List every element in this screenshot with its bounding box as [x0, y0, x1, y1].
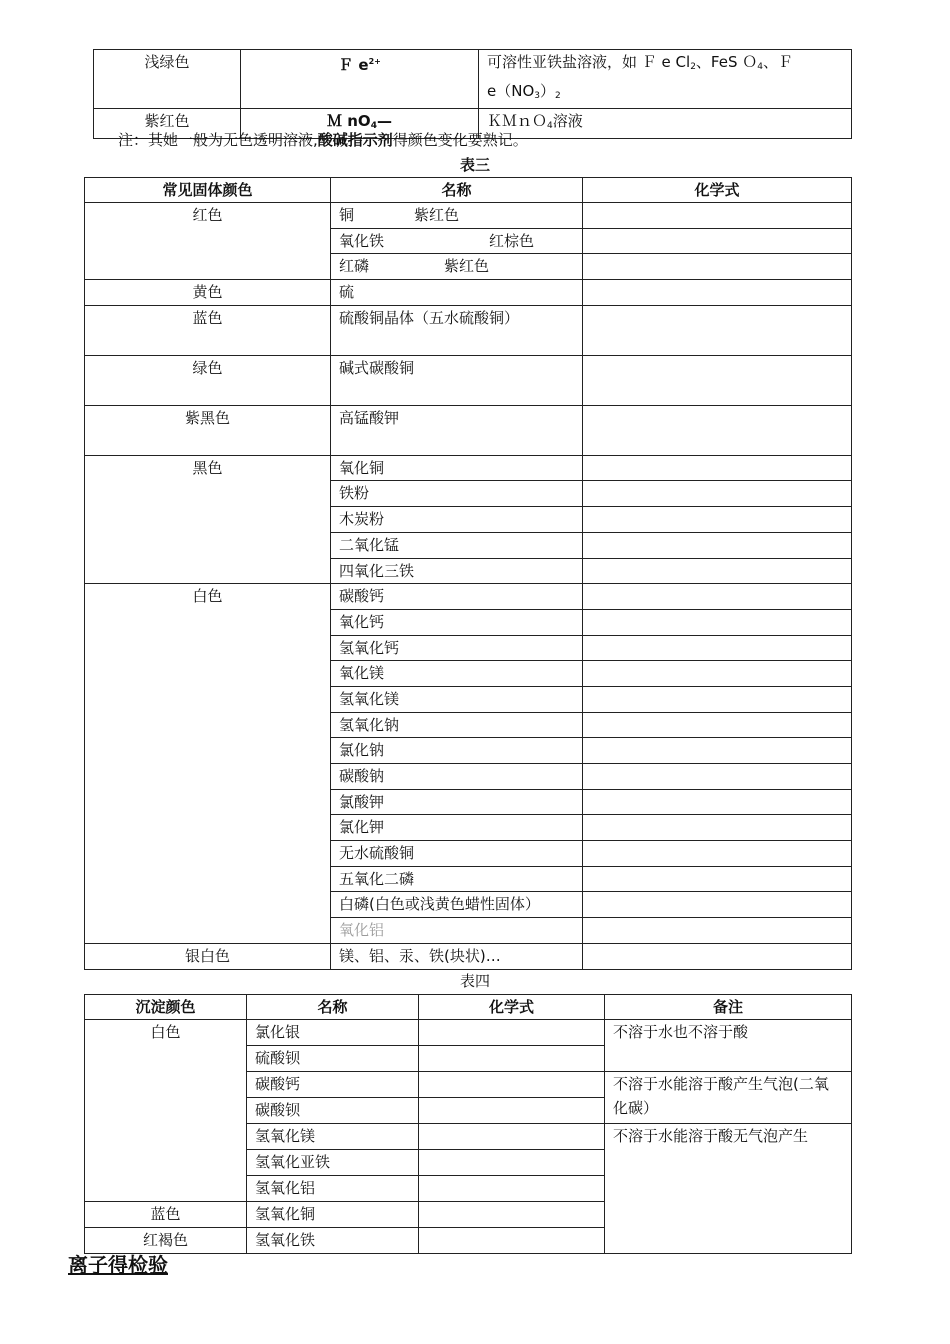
formula-cell: [583, 405, 852, 455]
table3-caption: 表三: [459, 156, 490, 174]
formula-cell: [583, 455, 852, 481]
name-cell: 硫酸钡: [247, 1046, 419, 1072]
solid-color-cell: 蓝色: [85, 305, 331, 355]
formula-cell: [583, 815, 852, 841]
name-cell: 碳酸钠: [331, 764, 583, 790]
name-cell: 氢氧化钙: [331, 635, 583, 661]
solid-color-cell: 白色: [85, 584, 331, 944]
name-cell: 氧化铁 红棕色: [331, 228, 583, 254]
formula-cell: [583, 305, 852, 355]
name-cell: 氯化钠: [331, 738, 583, 764]
formula-cell: [419, 1202, 605, 1228]
precipitate-color-cell: 蓝色: [85, 1202, 247, 1228]
formula-cell: [583, 203, 852, 229]
formula-cell: [583, 686, 852, 712]
name-cell: 碱式碳酸铜: [331, 355, 583, 405]
ion-color-table: [93, 49, 852, 139]
table-row: [85, 584, 852, 610]
solid-color-cell: 黄色: [85, 280, 331, 306]
name-cell: 二氧化锰: [331, 532, 583, 558]
formula-cell: [419, 1176, 605, 1202]
formula-cell: [583, 738, 852, 764]
formula-cell: [583, 558, 852, 584]
header-name: 名称: [331, 178, 583, 203]
table-row: [94, 50, 852, 109]
color-cell: 紫红色: [94, 109, 241, 139]
formula-cell: [583, 609, 852, 635]
precipitate-color-cell: 白色: [85, 1020, 247, 1202]
precipitate-color-cell: 红褐色: [85, 1228, 247, 1254]
section-heading: 离子得检验: [68, 1253, 168, 1277]
precipitate-table: [84, 994, 852, 1254]
solid-color-cell: 绿色: [85, 355, 331, 405]
header-name: 名称: [247, 995, 419, 1020]
formula-cell: [583, 280, 852, 306]
formula-cell: [419, 1098, 605, 1124]
name-cell: 氧化镁: [331, 661, 583, 687]
formula-cell: [419, 1020, 605, 1046]
name-cell: 氢氧化亚铁: [247, 1150, 419, 1176]
formula-cell: [583, 661, 852, 687]
table-row: [85, 455, 852, 481]
name-cell: 氯酸钾: [331, 789, 583, 815]
formula-cell: [583, 532, 852, 558]
table-row: [85, 203, 852, 229]
formula-cell: [419, 1072, 605, 1098]
remarks-cell: 不溶于水能溶于酸产生气泡(二氧化碳）: [605, 1072, 852, 1124]
name-cell: 氢氧化钠: [331, 712, 583, 738]
formula-cell: [583, 841, 852, 867]
formula-cell: [583, 228, 852, 254]
name-cell: 镁、铝、汞、铁(块状)…: [331, 943, 583, 969]
name-cell: 红磷 紫红色: [331, 254, 583, 280]
note-text: 注：其她一般为无色透明溶液,酸碱指示剂得颜色变化要熟记。: [118, 131, 528, 149]
formula-cell: [583, 481, 852, 507]
name-cell: 氢氧化镁: [331, 686, 583, 712]
solid-color-cell: 黑色: [85, 455, 331, 583]
name-cell: 氢氧化镁: [247, 1124, 419, 1150]
formula-cell: [419, 1046, 605, 1072]
name-cell: 氧化钙: [331, 609, 583, 635]
formula-cell: [583, 764, 852, 790]
name-cell: 氯化钾: [331, 815, 583, 841]
solid-color-cell: 银白色: [85, 943, 331, 969]
table-row: [85, 943, 852, 969]
ion-cell: Ｆ $e^{2+}$: [241, 50, 479, 109]
description-cell: 可溶性亚铁盐溶液，如 Ｆ e $Cl_2$、FeS Ｏ$_4$、Ｆ $e(NO_3)_2$: [479, 50, 852, 109]
name-cell: 氧化铝: [331, 918, 583, 944]
name-cell: 碳酸钙: [331, 584, 583, 610]
table-row: [85, 305, 852, 355]
formula-cell: [419, 1124, 605, 1150]
formula-cell: [419, 1228, 605, 1254]
name-cell: 无水硫酸铜: [331, 841, 583, 867]
name-cell: 氢氧化铁: [247, 1228, 419, 1254]
solid-color-cell: 红色: [85, 203, 331, 280]
name-cell: 硫: [331, 280, 583, 306]
name-cell: 铁粉: [331, 481, 583, 507]
name-cell: 氯化银: [247, 1020, 419, 1046]
table-row: [85, 405, 852, 455]
formula-cell: [583, 866, 852, 892]
name-cell: 氧化铜: [331, 455, 583, 481]
formula-cell: [583, 712, 852, 738]
header-color: 常见固体颜色: [85, 178, 331, 203]
formula-cell: [583, 254, 852, 280]
solid-color-table: [84, 177, 852, 970]
name-cell: 硫酸铜晶体（五水硫酸铜）: [331, 305, 583, 355]
formula-cell: [583, 918, 852, 944]
formula-cell: [583, 584, 852, 610]
name-cell: 四氧化三铁: [331, 558, 583, 584]
formula-cell: [419, 1150, 605, 1176]
header-precipitate-color: 沉淀颜色: [85, 995, 247, 1020]
formula-cell: [583, 507, 852, 533]
name-cell: 白磷(白色或浅黄色蜡性固体）: [331, 892, 583, 918]
name-cell: 氢氧化铝: [247, 1176, 419, 1202]
remarks-cell: 不溶于水能溶于酸无气泡产生: [605, 1124, 852, 1254]
name-cell: 五氧化二磷: [331, 866, 583, 892]
name-cell: 铜 紫红色: [331, 203, 583, 229]
header-formula: 化学式: [419, 995, 605, 1020]
name-cell: 木炭粉: [331, 507, 583, 533]
remarks-cell: 不溶于水也不溶于酸: [605, 1020, 852, 1072]
formula-cell: [583, 355, 852, 405]
name-cell: 碳酸钙: [247, 1072, 419, 1098]
formula-cell: [583, 892, 852, 918]
formula-cell: [583, 789, 852, 815]
table4-caption: 表四: [459, 972, 490, 990]
description-cell: ＫＭｎＯ$_4$溶液: [479, 109, 852, 139]
solid-color-cell: 紫黑色: [85, 405, 331, 455]
name-cell: 高锰酸钾: [331, 405, 583, 455]
table-row: [85, 280, 852, 306]
name-cell: 氢氧化铜: [247, 1202, 419, 1228]
name-cell: 碳酸钡: [247, 1098, 419, 1124]
color-cell: 浅绿色: [94, 50, 241, 109]
formula-cell: [583, 635, 852, 661]
header-remarks: 备注: [605, 995, 852, 1020]
ion-cell: Ｍ $nO_4—$: [241, 109, 479, 139]
header-formula: 化学式: [583, 178, 852, 203]
table-row: [85, 355, 852, 405]
formula-cell: [583, 943, 852, 969]
